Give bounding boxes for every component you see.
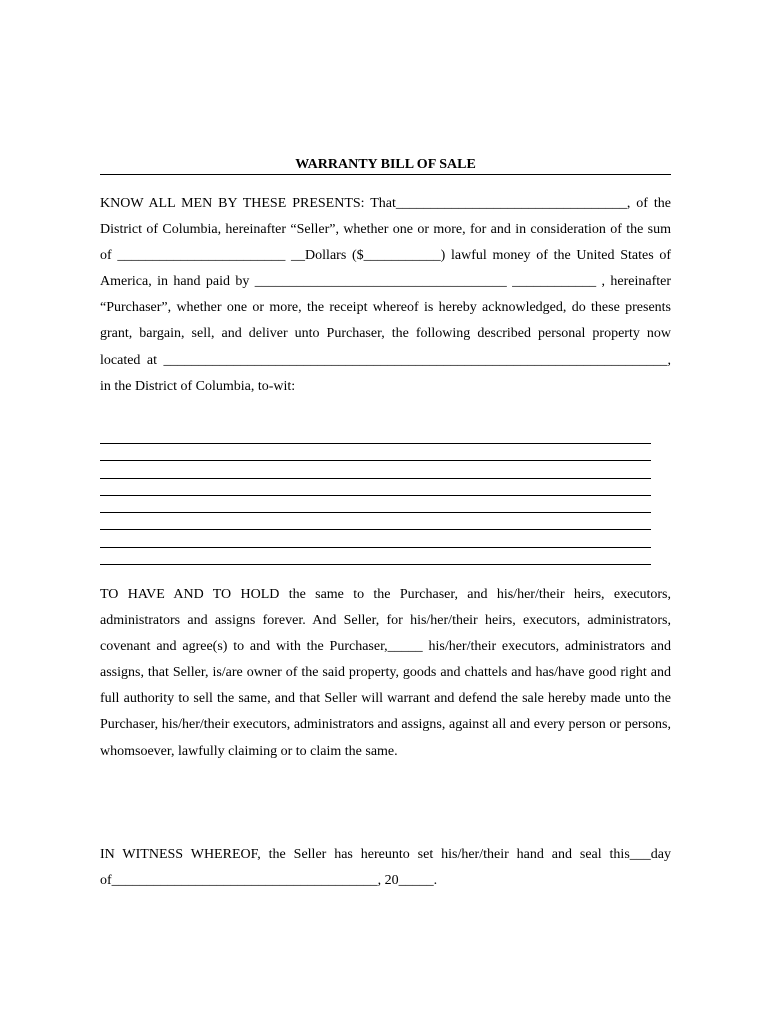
property-description-lines <box>100 443 651 581</box>
warranty-paragraph: TO HAVE AND TO HOLD the same to the Purchaser, and his/her/their heirs, executors, administrators and assigns forever. And Seller, for his/her/their heirs, executors, administrators, covenant and agree(s) to and with the Purchaser,_____ his/her/their executors, administrators and assigns, that Seller, is/are owner of the said property, goods and chattels and has/have good right and full authority to sell the same, and that Seller will warrant and defend the sale hereby made unto the Purchaser, his/her/their executors, administrators and assigns, against all and every person or persons, whomsoever, lawfully claiming or to claim the same. <box>100 587 671 759</box>
title-underline <box>100 174 671 175</box>
property-line-1 <box>100 443 651 444</box>
property-line-3 <box>100 478 651 479</box>
property-line-8 <box>100 564 651 565</box>
property-line-4 <box>100 495 651 496</box>
property-line-2 <box>100 460 651 461</box>
property-line-5 <box>100 512 651 513</box>
property-line-6 <box>100 529 651 530</box>
property-line-7 <box>100 547 651 548</box>
witness-paragraph: IN WITNESS WHEREOF, the Seller has hereunto set his/her/their hand and seal this___day of______________________________________, 20_____. <box>100 847 671 889</box>
document-title: WARRANTY BILL OF SALE <box>295 157 476 172</box>
conveyance-paragraph: KNOW ALL MEN BY THESE PRESENTS: That_________________________________, of the District of Columbia, hereinafter “Seller”, whether one or more, for and in consideration of the sum of ________________________ __Dollars ($___________) lawful money of the United States of America, in hand paid by ____________________________________ ____________ , hereinafter “Purchaser”, whether one or more, the receipt whereof is hereby acknowledged, do these presents grant, bargain, sell, and deliver unto Purchaser, the following described personal property now located at ________________________________________________________________________, in the District of Columbia, to-wit: <box>100 196 671 394</box>
